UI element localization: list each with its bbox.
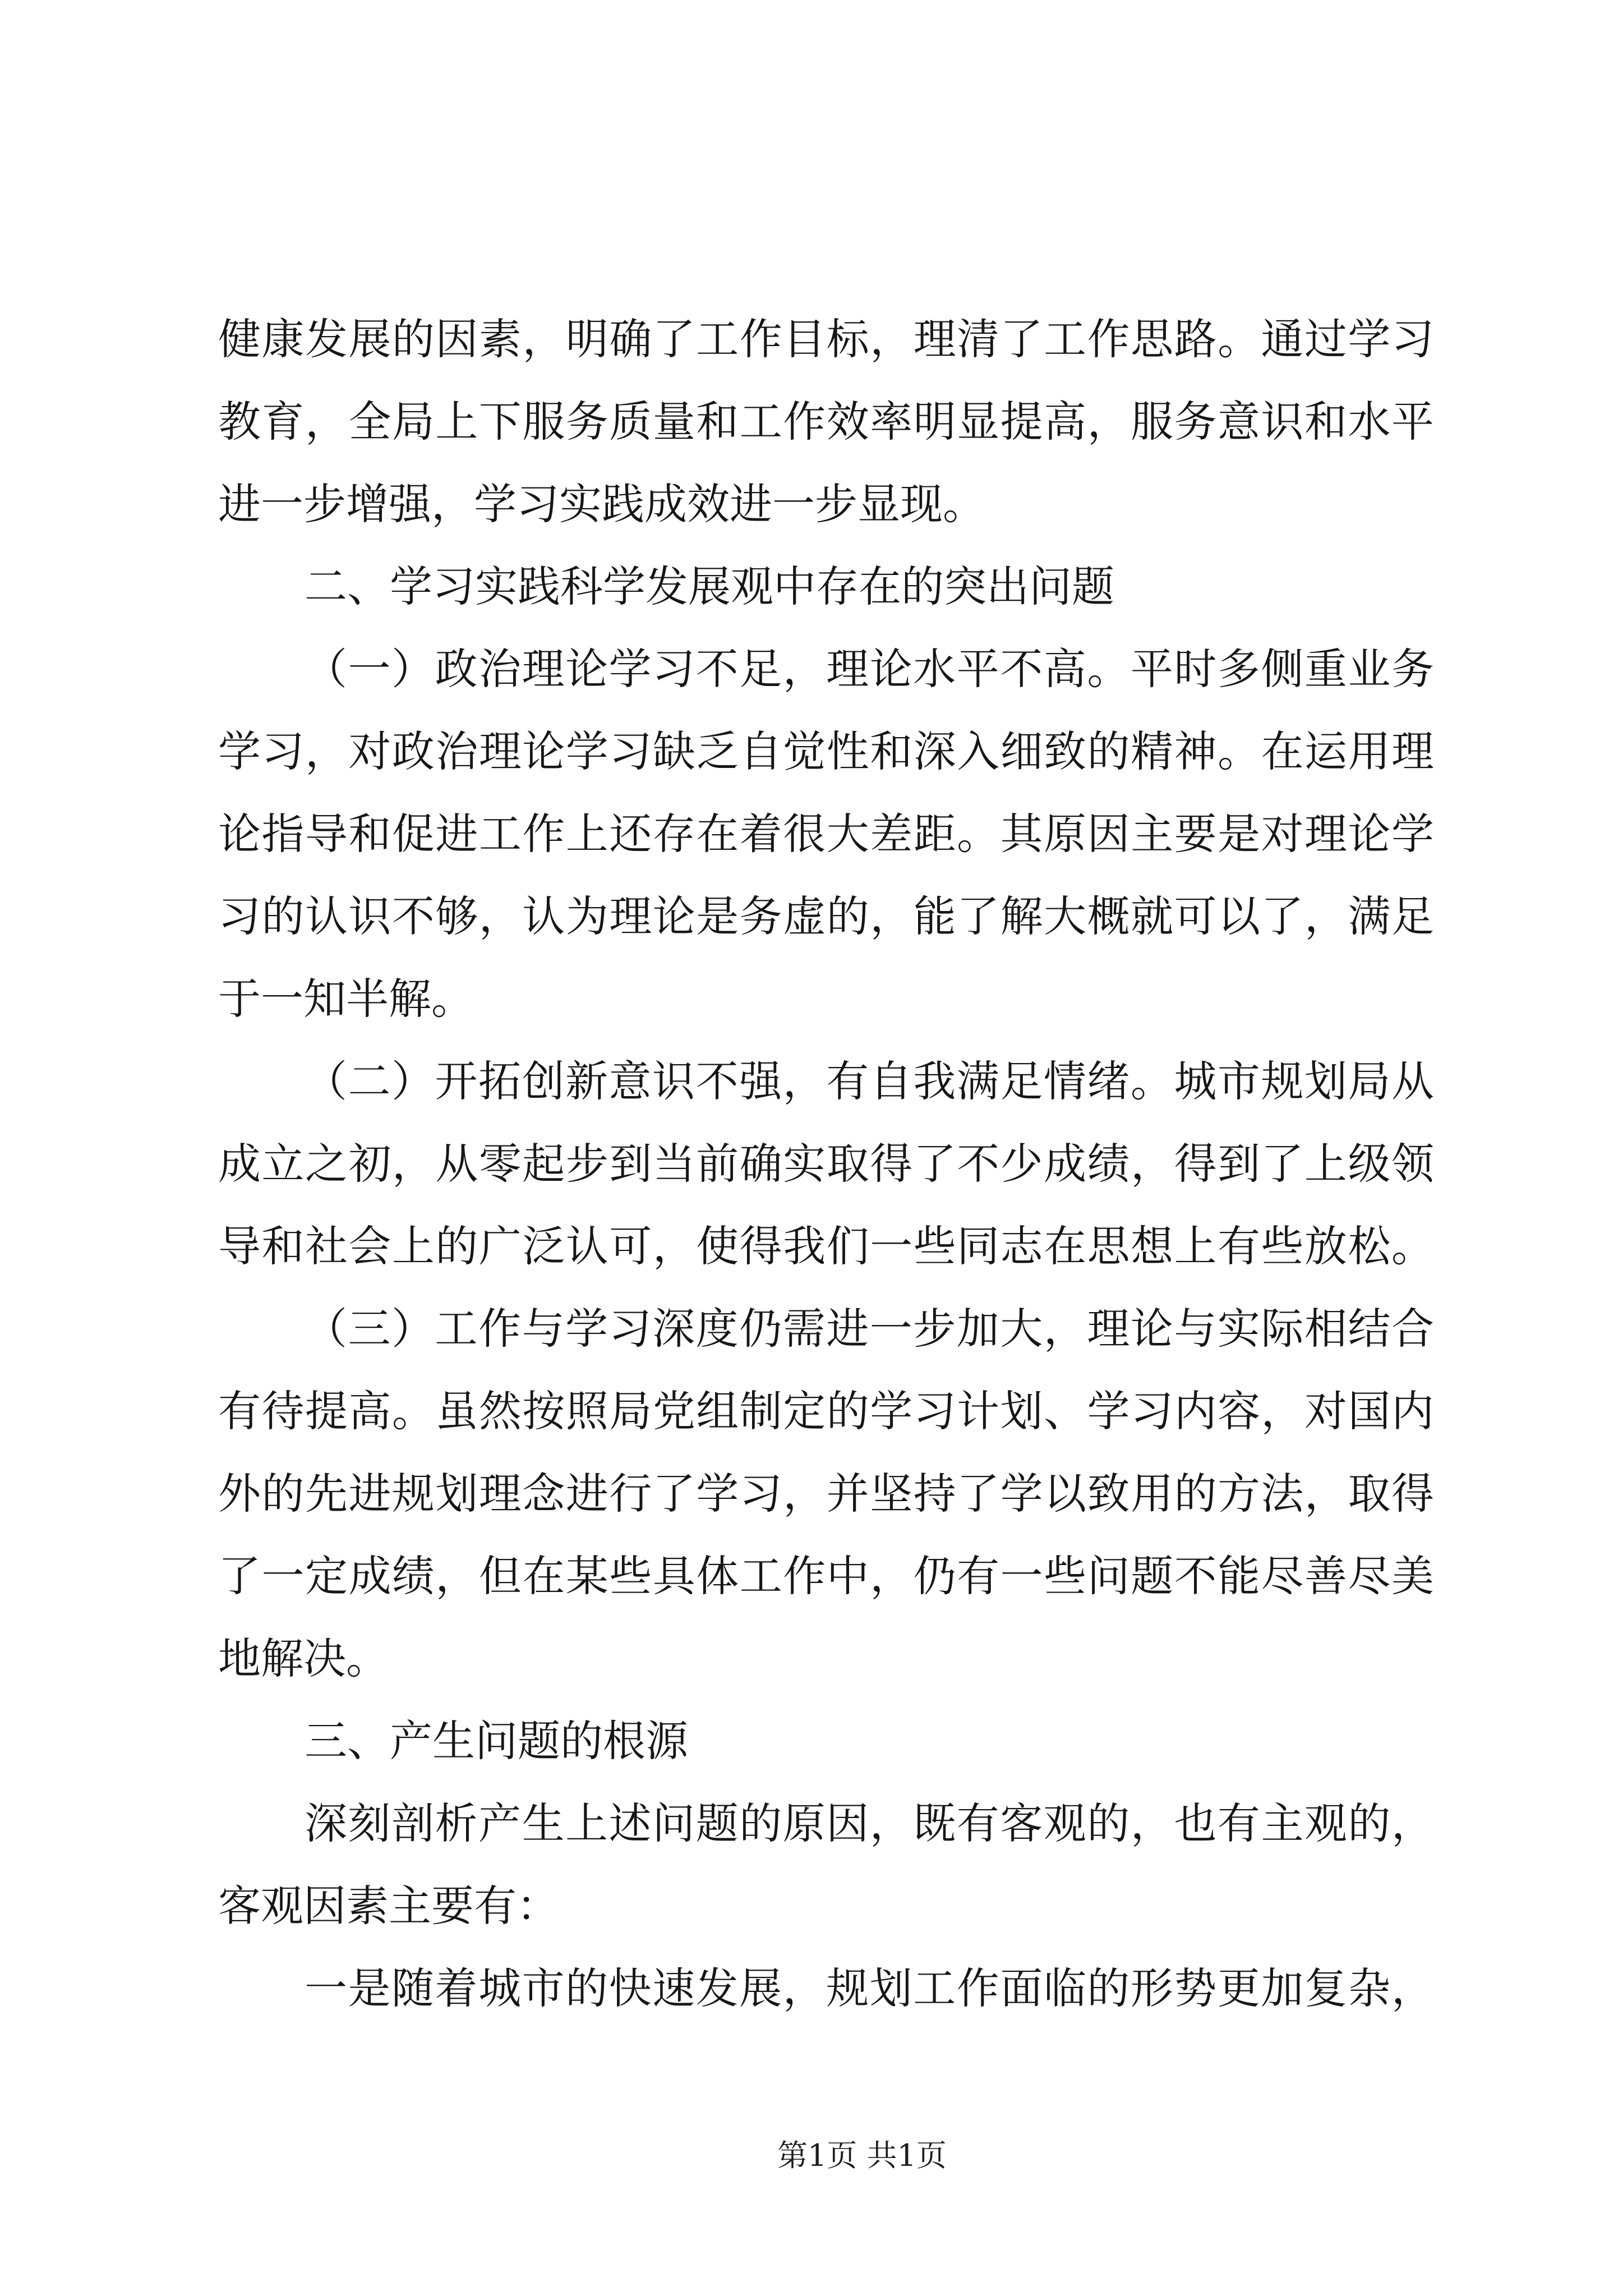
- paragraph-item-3: [218, 1287, 1434, 1700]
- body-line: 成立之初，从零起步到当前确实取得了不少成绩，得到了上级领: [218, 1139, 1434, 1189]
- body-line: 一是随着城市的快速发展，规划工作面临的形势更加复杂，: [305, 1963, 1434, 2013]
- section-heading: 二、学习实践科学发展观中存在的突出问题: [305, 562, 1114, 611]
- paragraph-item-2: [218, 1040, 1434, 1287]
- body-line: 有待提高。虽然按照局党组制定的学习计划、学习内容，对国内: [218, 1386, 1434, 1436]
- body-line: 健康发展的因素，明确了工作目标，理清了工作思路。通过学习: [218, 314, 1434, 364]
- body-line: （三）工作与学习深度仍需进一步加大，理论与实际相结合: [305, 1304, 1434, 1354]
- body-line: 地解决。: [218, 1634, 389, 1683]
- body-line: （二）开拓创新意识不强，有自我满足情绪。城市规划局从: [305, 1056, 1434, 1106]
- body-line: 深刻剖析产生上述问题的原因，既有客观的，也有主观的，: [305, 1798, 1434, 1848]
- body-line: 教育，全局上下服务质量和工作效率明显提高，服务意识和水平: [218, 397, 1434, 447]
- body-line: 学习，对政治理论学习缺乏自觉性和深入细致的精神。在运用理: [218, 726, 1434, 776]
- body-line: 论指导和促进工作上还存在着很大差距。其原因主要是对理论学: [218, 809, 1434, 859]
- section-heading: 三、产生问题的根源: [305, 1716, 688, 1766]
- page-number: 第1页 共1页: [777, 2138, 947, 2173]
- paragraph-item-1: [218, 628, 1434, 1040]
- document-body: [218, 298, 1434, 2030]
- paragraph-point-1: [218, 1947, 1434, 2030]
- section-heading-3: [218, 1700, 1434, 1782]
- paragraph-continuation: [218, 298, 1434, 545]
- body-line: （一）政治理论学习不足，理论水平不高。平时多侧重业务: [305, 644, 1434, 694]
- body-line: 了一定成绩，但在某些具体工作中，仍有一些问题不能尽善尽美: [218, 1551, 1434, 1601]
- body-line: 进一步增强，学习实践成效进一步显现。: [218, 479, 985, 529]
- body-line: 于一知半解。: [218, 974, 474, 1024]
- section-heading-2: [218, 545, 1434, 628]
- body-line: 客观因素主要有：: [218, 1881, 559, 1931]
- paragraph-analysis: [218, 1782, 1434, 1947]
- body-line: 习的认识不够，认为理论是务虚的，能了解大概就可以了，满足: [218, 891, 1434, 941]
- body-line: 导和社会上的广泛认可，使得我们一些同志在思想上有些放松。: [218, 1221, 1434, 1271]
- body-line: 外的先进规划理念进行了学习，并坚持了学以致用的方法，取得: [218, 1469, 1434, 1519]
